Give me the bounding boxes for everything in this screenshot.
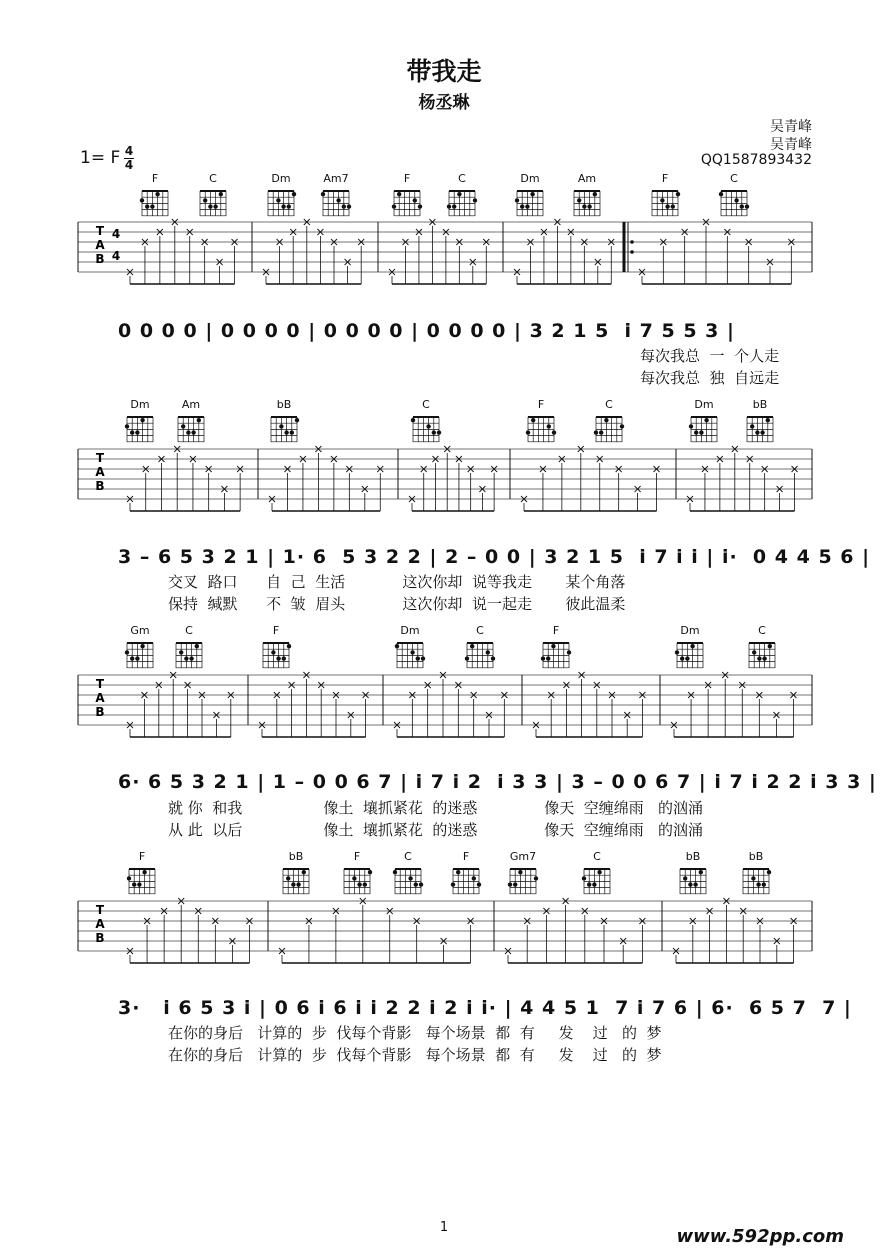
lyrics-verse-1: 就 你 和我 像土 壤抓紧花 的迷惑 像天 空缠绵雨 的汹涌 (168, 799, 704, 817)
chord-diagram (260, 638, 292, 670)
chord-diagram (124, 638, 156, 670)
lyricist-credit: 吴青峰 (770, 119, 812, 135)
composer-credit: 吴青峰 (770, 137, 812, 153)
tab-letter: B (95, 705, 105, 719)
singer-name: 杨丞琳 (418, 93, 470, 113)
chord-diagram (514, 186, 546, 218)
chord-diagram (677, 864, 709, 896)
lyrics-verse-1: 每次我总 一 个人走 (640, 347, 780, 365)
chord-diagram (688, 412, 720, 444)
chord-diagram (320, 186, 352, 218)
chord-diagram (391, 186, 423, 218)
numbered-notation: 0 0 0 0 | 0 0 0 0 | 0 0 0 0 | 0 0 0 0 | 3 2 1 5 i 7 5 5 3 | (118, 320, 735, 342)
lyrics-verse-1: 交叉 路口 自 己 生活 这次你却 说等我走 某个角落 (168, 573, 626, 591)
chord-name: Dm (400, 624, 420, 637)
tab-letter: B (95, 252, 105, 266)
chord-diagram (746, 638, 778, 670)
chord-name: Am (181, 398, 201, 411)
tab-letter: B (95, 931, 105, 945)
chord-diagram (507, 864, 539, 896)
chord-diagram (341, 864, 373, 896)
lyrics-verse-2: 从 此 以后 像土 壤抓紧花 的迷惑 像天 空缠绵雨 的汹涌 (168, 821, 704, 839)
tab-staff (74, 897, 814, 967)
chord-diagram (280, 864, 312, 896)
tab-meter: 4 (111, 227, 121, 241)
chord-name: bB (685, 850, 701, 863)
song-title: 带我走 (406, 57, 482, 86)
chord-name: bB (752, 398, 768, 411)
tab-letter: B (95, 479, 105, 493)
key-signature: 1= F (80, 148, 121, 168)
chord-name: Am (577, 172, 597, 185)
chord-diagram (197, 186, 229, 218)
tab-letter: T (95, 224, 105, 238)
numbered-notation: 3 – 6 5 3 2 1 | 1· 6 5 3 2 2 | 2 – 0 0 | 3 2 1 5 i 7 i i | i· 0 4 4 5 6 | (118, 546, 871, 568)
chord-diagram (268, 412, 300, 444)
tab-staff (74, 445, 814, 515)
chord-name: C (476, 624, 484, 637)
chord-name: Am7 (323, 172, 349, 185)
chord-diagram (571, 186, 603, 218)
chord-name: Dm (271, 172, 291, 185)
chord-diagram (674, 638, 706, 670)
chord-name: C (605, 398, 613, 411)
lyrics-verse-2: 保持 缄默 不 皱 眉头 这次你却 说一起走 彼此温柔 (168, 595, 626, 613)
chord-name: F (353, 850, 361, 863)
tab-letter: A (95, 465, 105, 479)
chord-diagram (139, 186, 171, 218)
chord-diagram (740, 864, 772, 896)
time-signature (124, 146, 134, 171)
chord-name: C (422, 398, 430, 411)
chord-diagram (581, 864, 613, 896)
chord-name: Dm (680, 624, 700, 637)
watermark: www.592pp.com (676, 1226, 844, 1247)
chord-diagram (392, 864, 424, 896)
chord-diagram (450, 864, 482, 896)
chord-name: C (209, 172, 217, 185)
chord-diagram (649, 186, 681, 218)
chord-diagram (525, 412, 557, 444)
lyrics-verse-1: 在你的身后 计算的 步 伐每个背影 每个场景 都 有 发 过 的 梦 (168, 1024, 662, 1042)
chord-diagram (464, 638, 496, 670)
lyrics-verse-2: 每次我总 独 自远走 (640, 369, 780, 387)
chord-diagram (410, 412, 442, 444)
tab-letter: T (95, 903, 105, 917)
chord-diagram (718, 186, 750, 218)
chord-name: F (151, 172, 159, 185)
chord-name: F (462, 850, 470, 863)
tab-staff (74, 671, 814, 741)
chord-name: F (403, 172, 411, 185)
chord-name: bB (288, 850, 304, 863)
chord-name: Dm (130, 398, 150, 411)
chord-diagram (394, 638, 426, 670)
chord-name: F (661, 172, 669, 185)
tab-letter: A (95, 238, 105, 252)
chord-name: Dm (694, 398, 714, 411)
chord-name: C (593, 850, 601, 863)
chord-name: F (537, 398, 545, 411)
chord-diagram (540, 638, 572, 670)
chord-name: C (458, 172, 466, 185)
chord-diagram (265, 186, 297, 218)
chord-name: bB (276, 398, 292, 411)
chord-diagram (593, 412, 625, 444)
time-signature-bottom: 4 (124, 158, 134, 172)
chord-diagram (126, 864, 158, 896)
tab-letter: T (95, 677, 105, 691)
page-number: 1 (439, 1220, 449, 1235)
chord-name: F (552, 624, 560, 637)
chord-name: F (138, 850, 146, 863)
chord-name: C (185, 624, 193, 637)
numbered-notation: 3· i 6 5 3 i | 0 6 i 6 i i 2 2 i 2 i i· | 4 4 5 1 7 i 7 6 | 6· 6 5 7 7 | (118, 997, 852, 1019)
chord-diagram (446, 186, 478, 218)
chord-name: C (758, 624, 766, 637)
chord-name: C (730, 172, 738, 185)
tab-letter: A (95, 691, 105, 705)
chord-name: Gm (130, 624, 150, 637)
chord-diagram (175, 412, 207, 444)
lyrics-verse-2: 在你的身后 计算的 步 伐每个背影 每个场景 都 有 发 过 的 梦 (168, 1046, 662, 1064)
chord-diagram (744, 412, 776, 444)
tab-letter: A (95, 917, 105, 931)
time-signature-top: 4 (124, 144, 134, 158)
chord-name: F (272, 624, 280, 637)
chord-name: Gm7 (509, 850, 537, 863)
chord-name: C (404, 850, 412, 863)
chord-name: Dm (520, 172, 540, 185)
tab-staff (74, 218, 814, 288)
chord-name: bB (748, 850, 764, 863)
tab-meter: 4 (111, 249, 121, 263)
tab-letter: T (95, 451, 105, 465)
chord-diagram (173, 638, 205, 670)
qq-credit: QQ1587893432 (700, 152, 812, 168)
chord-diagram (124, 412, 156, 444)
numbered-notation: 6· 6 5 3 2 1 | 1 – 0 0 6 7 | i 7 i 2 i 3 3 | 3 – 0 0 6 7 | i 7 i 2 2 i 3 3 | (118, 771, 877, 793)
